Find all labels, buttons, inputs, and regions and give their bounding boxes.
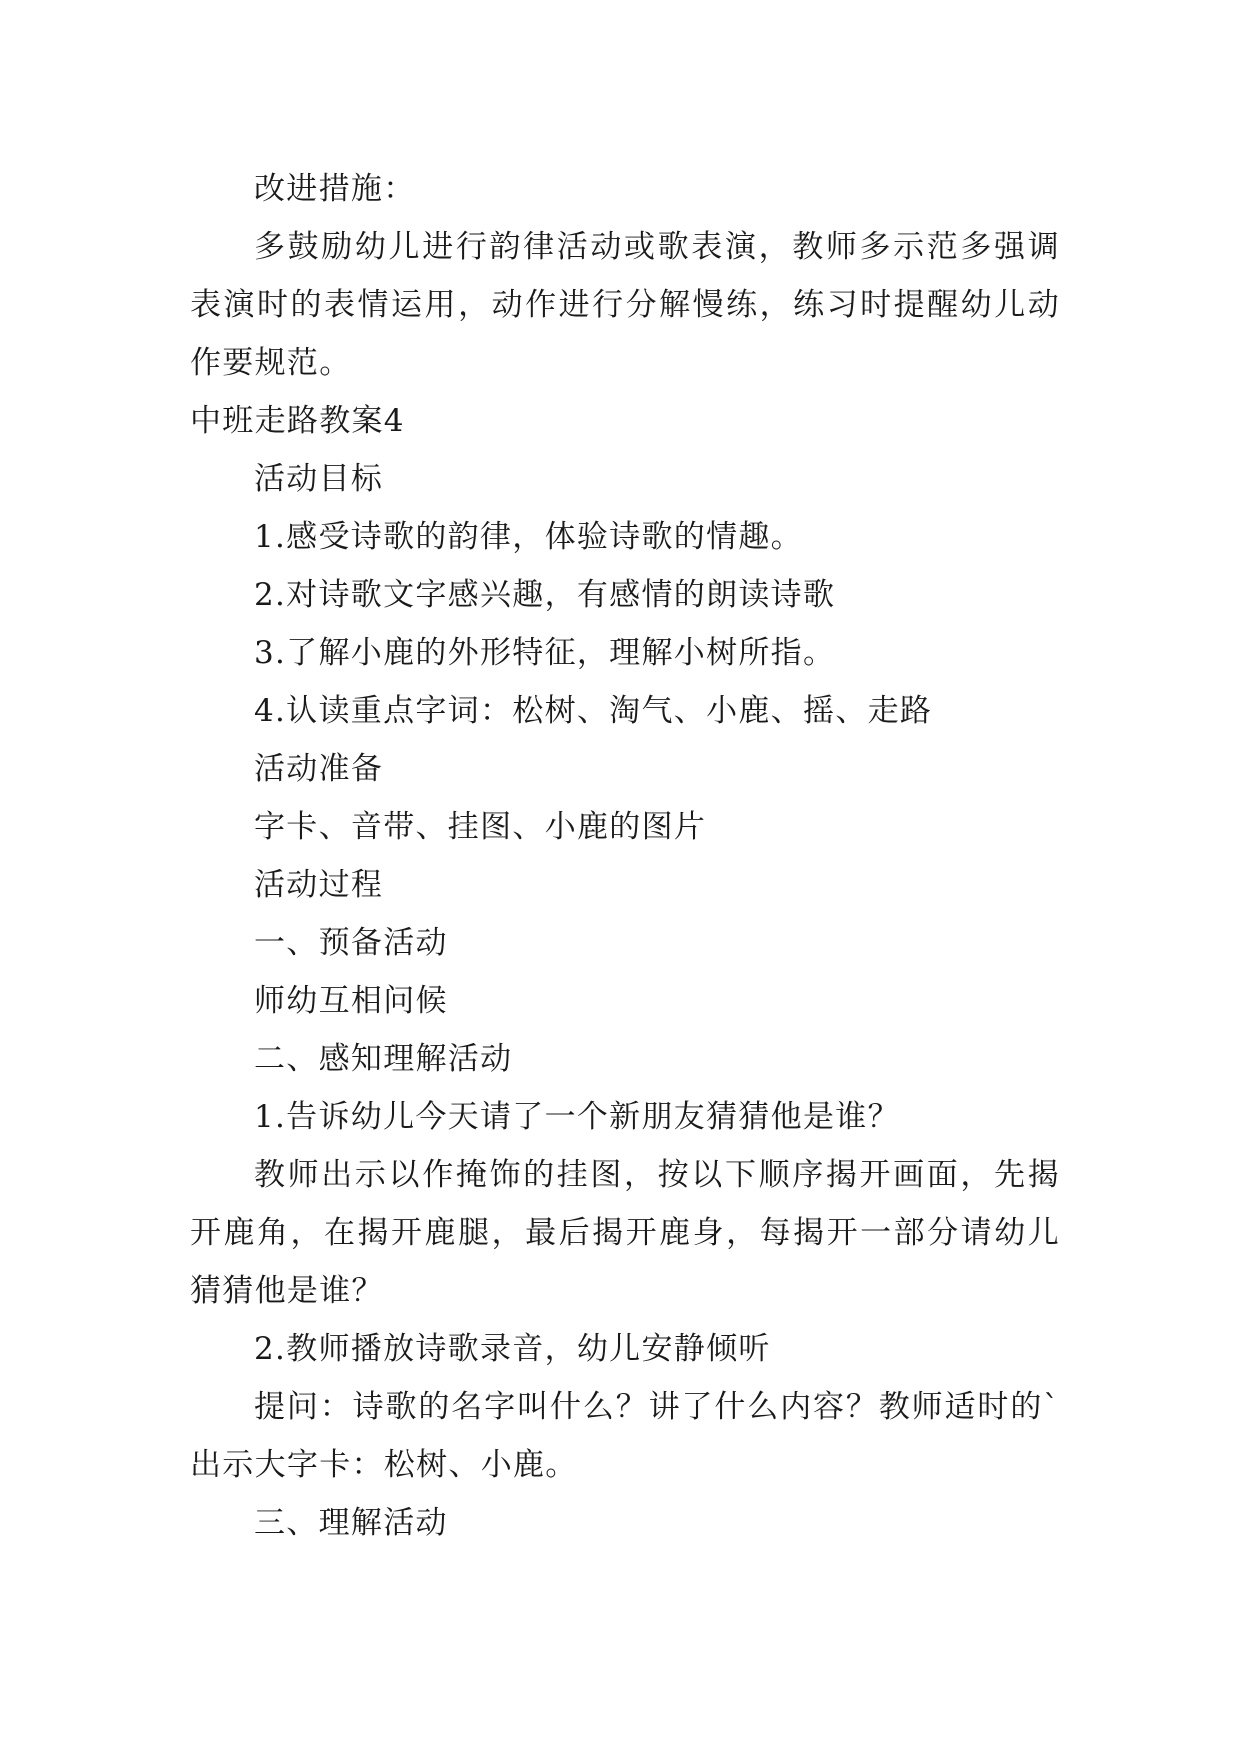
paragraph-improvement-body: 多鼓励幼儿进行韵律活动或歌表演，教师多示范多强调表演时的表情运用，动作进行分解慢练，练习时提醒幼儿动作要规范。 <box>190 229 1060 381</box>
step-heading-2: 二、感知理解活动 <box>254 1041 513 1077</box>
step-2-item-2-detail: 提问：诗歌的名字叫什么？讲了什么内容？教师适时的`出示大字卡：松树、小鹿。 <box>190 1389 1060 1483</box>
goal-item-3: 3.了解小鹿的外形特征，理解小树所指。 <box>254 635 836 671</box>
step-2-item-1-detail: 教师出示以作掩饰的挂图，按以下顺序揭开画面，先揭开鹿角，在揭开鹿腿，最后揭开鹿身，每揭开一部分请幼儿猜猜他是谁？ <box>190 1157 1060 1309</box>
step-2-item-2: 2.教师播放诗歌录音，幼儿安静倾听 <box>254 1331 771 1367</box>
heading-activity-goals: 活动目标 <box>254 461 384 497</box>
document-body <box>190 160 1060 1552</box>
goal-item-1: 1.感受诗歌的韵律，体验诗歌的情趣。 <box>254 519 803 555</box>
step-heading-1: 一、预备活动 <box>254 925 448 961</box>
preparation-list: 字卡、音带、挂图、小鹿的图片 <box>254 809 707 845</box>
heading-activity-preparation: 活动准备 <box>254 751 384 787</box>
heading-activity-process: 活动过程 <box>254 867 384 903</box>
goal-item-2: 2.对诗歌文字感兴趣，有感情的朗读诗歌 <box>254 577 836 613</box>
goal-item-4: 4.认读重点字词：松树、淘气、小鹿、摇、走路 <box>254 693 933 729</box>
step-2-item-1: 1.告诉幼儿今天请了一个新朋友猜猜他是谁？ <box>254 1099 900 1135</box>
step-heading-3: 三、理解活动 <box>254 1505 448 1541</box>
step-1-text: 师幼互相问候 <box>254 983 448 1019</box>
section-title: 中班走路教案4 <box>190 403 405 439</box>
paragraph-improvement-heading: 改进措施： <box>254 171 416 207</box>
